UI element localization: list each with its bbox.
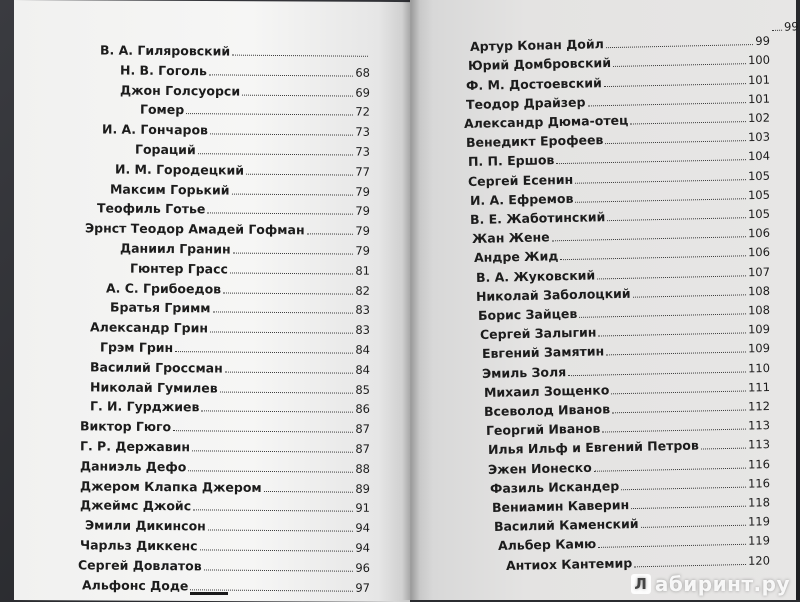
toc-page-number: 119 xyxy=(748,514,770,528)
toc-author-name: Виктор Гюго xyxy=(80,419,171,435)
toc-page-number: 73 xyxy=(355,145,370,159)
toc-author-name: Александр Грин xyxy=(90,320,208,336)
toc-leader-dots xyxy=(556,160,746,165)
toc-leader-dots xyxy=(209,74,353,76)
toc-author-name: Максим Горький xyxy=(110,181,230,197)
toc-entry xyxy=(80,419,370,437)
toc-entry xyxy=(492,494,770,515)
toc-leader-dots xyxy=(701,448,746,450)
toc-author-name: Джером Клапка Джером xyxy=(80,478,262,495)
watermark-text: абиринт.ру xyxy=(655,572,790,596)
toc-leader-dots xyxy=(641,525,746,528)
toc-page-number: 82 xyxy=(355,283,370,297)
toc-leader-dots xyxy=(604,83,746,87)
toc-entry xyxy=(85,221,370,238)
toc-author-name: Николай Гумилев xyxy=(90,379,218,395)
toc-author-name: Г. Р. Державин xyxy=(80,438,190,454)
toc-entry xyxy=(85,518,370,535)
toc-entry xyxy=(78,557,370,575)
toc-author-name: Илья Ильф и Евгений Петров xyxy=(488,438,699,457)
toc-page-number: 87 xyxy=(355,442,370,456)
toc-author-name: И. М. Городецкий xyxy=(115,161,244,177)
toc-page-number: 100 xyxy=(748,53,770,67)
toc-page-number: 101 xyxy=(748,91,770,105)
toc-page-number: 113 xyxy=(748,437,770,451)
toc-leader-dots xyxy=(630,121,746,124)
toc-leader-dots xyxy=(631,506,746,509)
toc-leader-dots xyxy=(597,275,746,279)
toc-leader-dots xyxy=(213,312,354,314)
toc-entry xyxy=(120,82,370,99)
toc-page-number: 83 xyxy=(355,303,370,317)
toc-entry xyxy=(464,110,770,131)
toc-page-number: 118 xyxy=(748,495,770,509)
toc-page-number: 120 xyxy=(748,553,770,567)
toc-author-name: Евгений Замятин xyxy=(482,344,604,362)
toc-leader-dots xyxy=(307,233,354,234)
toc-page-number: 110 xyxy=(748,361,770,375)
toc-page-number: 94 xyxy=(355,541,370,555)
page-edge-mark xyxy=(190,592,228,595)
toc-leader-dots xyxy=(246,173,353,175)
toc-page-number: 87 xyxy=(355,422,370,436)
toc-page-number: 73 xyxy=(355,125,370,139)
toc-entry xyxy=(484,398,770,419)
labirint-watermark xyxy=(631,572,790,596)
toc-page-number: 79 xyxy=(355,184,370,198)
toc-leader-dots xyxy=(233,253,354,255)
toc-author-name: В. А. Гиляровский xyxy=(100,42,230,58)
toc-author-name: Венедикт Ерофеев xyxy=(466,132,604,150)
toc-page-number: 108 xyxy=(748,303,770,317)
toc-page-number: 84 xyxy=(355,363,370,377)
toc-entry xyxy=(498,533,770,554)
toc-leader-dots xyxy=(772,30,782,31)
toc-page-number: 103 xyxy=(748,130,770,144)
toc-leader-dots xyxy=(575,179,746,184)
toc-page-number: 116 xyxy=(748,476,770,490)
toc-page-number: 119 xyxy=(748,534,770,548)
toc-leader-dots xyxy=(594,467,746,471)
toc-author-name: Гораций xyxy=(135,142,196,158)
toc-author-name: Г. И. Гурджиев xyxy=(90,399,199,415)
toc-leader-dots xyxy=(210,134,353,136)
toc-leader-dots xyxy=(606,44,754,48)
toc-entry xyxy=(470,33,770,54)
toc-leader-dots xyxy=(602,429,746,433)
left-page xyxy=(14,0,410,602)
toc-author-name: Артур Конан Дойл xyxy=(470,36,604,54)
toc-leader-dots xyxy=(207,213,353,215)
toc-author-name: Эжен Ионеско xyxy=(488,459,592,476)
toc-leader-dots xyxy=(192,450,353,452)
toc-leader-dots xyxy=(232,55,368,57)
toc-author-name: Сергей Есенин xyxy=(468,171,573,188)
toc-page-number: 99 xyxy=(755,34,770,48)
toc-leader-dots xyxy=(231,193,353,195)
toc-leader-dots xyxy=(607,217,746,221)
toc-author-name: Фазиль Искандер xyxy=(490,478,620,496)
toc-author-name: Юрий Домбровский xyxy=(468,55,611,73)
toc-leader-dots xyxy=(575,198,746,203)
toc-leader-dots xyxy=(188,470,353,472)
toc-entry xyxy=(80,458,370,476)
toc-leader-dots xyxy=(568,371,746,376)
toc-leader-dots xyxy=(611,390,746,394)
toc-author-name: Андре Жид xyxy=(474,249,559,266)
toc-leader-dots xyxy=(200,549,354,551)
toc-author-name: Эмили Дикинсон xyxy=(85,518,206,534)
toc-leader-dots xyxy=(605,140,746,144)
toc-author-name: Ф. М. Достоевский xyxy=(466,75,602,93)
toc-entry xyxy=(476,283,770,304)
toc-author-name: Эрнст Теодор Амадей Гофман xyxy=(85,221,305,238)
toc-entry xyxy=(484,379,770,400)
toc-page-number: 113 xyxy=(748,418,770,432)
toc-author-name: Братья Гримм xyxy=(110,300,211,316)
toc-author-name: Джеймс Джойс xyxy=(80,498,191,514)
toc-page-number: 111 xyxy=(748,380,770,394)
toc-page-number: 85 xyxy=(355,382,370,396)
toc-entry xyxy=(120,241,370,258)
toc-leader-dots xyxy=(208,530,354,532)
toc-page-number: 96 xyxy=(355,561,370,575)
toc-leader-dots xyxy=(560,256,746,261)
toc-page-number: 102 xyxy=(748,111,770,125)
toc-entry xyxy=(472,225,770,246)
toc-leader-dots xyxy=(579,313,746,317)
toc-entry xyxy=(110,300,370,317)
toc-author-name: Борис Зайцев xyxy=(478,306,578,323)
toc-page-number: 81 xyxy=(355,263,370,277)
toc-page-number: 105 xyxy=(748,207,770,221)
toc-page-number: 91 xyxy=(355,501,370,515)
toc-author-name: И. А. Ефремов xyxy=(470,191,574,208)
toc-author-name: Даниэль Дефо xyxy=(80,458,186,474)
toc-author-name: Михаил Зощенко xyxy=(484,382,610,400)
toc-leader-dots xyxy=(264,491,354,493)
toc-entry xyxy=(90,379,370,396)
toc-leader-dots xyxy=(606,352,746,356)
toc-entry xyxy=(482,340,770,361)
toc-entry xyxy=(466,129,770,150)
toc-page-number: 105 xyxy=(748,188,770,202)
toc-leader-dots xyxy=(230,272,353,274)
toc-leader-dots xyxy=(613,64,746,68)
toc-entry xyxy=(474,244,770,265)
toc-entry xyxy=(468,52,770,73)
toc-entry xyxy=(80,438,370,456)
toc-author-name: Василий Каменский xyxy=(494,516,639,534)
toc-author-name: Василий Гроссман xyxy=(90,359,223,375)
toc-leader-dots xyxy=(220,391,354,393)
toc-leader-dots xyxy=(225,371,354,373)
toc-author-name: Антиох Кантемир xyxy=(506,555,633,573)
toc-author-name: Всеволод Иванов xyxy=(484,401,610,419)
toc-entry xyxy=(80,498,370,516)
toc-leader-dots xyxy=(552,236,746,241)
toc-author-name: Сергей Довлатов xyxy=(78,557,202,573)
toc-author-name: Чарльз Диккенс xyxy=(80,537,198,553)
toc-entry xyxy=(470,206,770,227)
toc-entry xyxy=(468,167,770,188)
toc-page-number: 72 xyxy=(355,105,370,119)
toc-page-number: 86 xyxy=(355,402,370,416)
toc-entry xyxy=(486,417,770,438)
toc-author-name: Жан Жене xyxy=(472,230,550,247)
toc-author-name: Альфонс Доде xyxy=(82,577,188,593)
toc-leader-dots xyxy=(175,351,353,354)
toc-entry xyxy=(80,537,370,555)
toc-entry xyxy=(466,71,770,92)
toc-entry xyxy=(494,513,770,534)
toc-page-number: 109 xyxy=(748,341,770,355)
toc-leader-dots xyxy=(598,544,746,548)
toc-leader-dots xyxy=(223,292,353,294)
toc-author-name: А. С. Грибоедов xyxy=(106,280,221,296)
toc-author-name: Георгий Иванов xyxy=(486,421,601,438)
toc-entry xyxy=(100,339,370,356)
toc-author-name: Вениамин Каверин xyxy=(492,497,629,515)
toc-leader-dots xyxy=(598,333,746,337)
toc-entry xyxy=(490,475,770,496)
toc-leader-dots xyxy=(193,510,353,512)
toc-entry xyxy=(90,399,370,416)
toc-leader-dots xyxy=(633,294,746,297)
toc-entry xyxy=(102,122,370,139)
toc-author-name: Теофиль Готье xyxy=(97,201,205,217)
right-page xyxy=(410,0,796,600)
toc-entry xyxy=(106,280,370,297)
toc-page-number: 106 xyxy=(748,226,770,240)
toc-author-name: Николай Заболоцкий xyxy=(476,286,631,304)
toc-page-number: 68 xyxy=(355,65,370,79)
toc-leader-dots xyxy=(634,564,746,567)
toc-entry xyxy=(90,320,370,337)
toc-leader-dots xyxy=(621,486,746,490)
toc-leader-dots xyxy=(201,411,353,413)
toc-leader-dots xyxy=(204,569,354,571)
toc-entry xyxy=(130,260,370,277)
toc-page-number: 69 xyxy=(355,85,370,99)
toc-page-number: 77 xyxy=(355,164,370,178)
toc-entry xyxy=(488,456,770,477)
toc-leader-dots xyxy=(242,94,353,96)
toc-author-name: Н. В. Гоголь xyxy=(120,62,207,78)
toc-author-name: Теодор Драйзер xyxy=(466,94,586,112)
toc-entry xyxy=(135,142,370,159)
toc-author-name: Джон Голсуорси xyxy=(120,82,240,98)
toc-author-name: Эмиль Золя xyxy=(482,364,567,381)
toc-leader-dots xyxy=(612,410,746,414)
toc-entry xyxy=(115,161,370,178)
toc-page-number: 97 xyxy=(355,580,370,594)
toc-entry xyxy=(468,148,770,169)
watermark-badge: Л xyxy=(631,574,651,594)
toc-author-name: Гюнтер Грасс xyxy=(130,260,228,276)
toc-author-name: Гомер xyxy=(140,102,184,117)
toc-entry xyxy=(476,263,770,284)
toc-author-name: П. П. Ершов xyxy=(468,153,555,170)
toc-author-name: В. Е. Жаботинский xyxy=(470,209,606,227)
open-book xyxy=(14,0,796,600)
toc-leader-dots xyxy=(173,430,353,433)
toc-page-number: 107 xyxy=(748,264,770,278)
toc-page-number: 112 xyxy=(748,399,770,413)
toc-leader-dots xyxy=(210,332,353,334)
toc-page-number: 108 xyxy=(748,284,770,298)
toc-page-number: 106 xyxy=(748,245,770,259)
toc-page-number: 94 xyxy=(355,521,370,535)
toc-leader-dots xyxy=(198,153,354,155)
toc-author-name: Альбер Камю xyxy=(498,536,597,553)
toc-leader-dots xyxy=(190,589,353,591)
toc-author-name: Александр Дюма-отец xyxy=(464,113,629,131)
toc-author-name: Даниил Гранин xyxy=(120,241,231,257)
toc-author-name: Сергей Залыгин xyxy=(480,325,597,342)
toc-entry xyxy=(466,90,770,111)
toc-entry xyxy=(488,436,770,457)
toc-page-number: 105 xyxy=(748,168,770,182)
toc-author-name: В. А. Жуковский xyxy=(476,267,596,284)
toc-page-number: 116 xyxy=(748,457,770,471)
toc-page-number: 84 xyxy=(355,343,370,357)
toc-entry xyxy=(482,360,770,381)
toc-page-number: 99 xyxy=(784,19,799,33)
toc-leader-dots xyxy=(186,113,353,115)
toc-page-number: 83 xyxy=(355,323,370,337)
toc-entry xyxy=(90,359,370,376)
toc-entry xyxy=(80,478,370,496)
toc-entry xyxy=(470,187,770,208)
toc-page-number: 79 xyxy=(355,244,370,258)
toc-page-number: 89 xyxy=(355,481,370,495)
toc-author-name: И. А. Гончаров xyxy=(102,122,208,138)
toc-page-number: 104 xyxy=(748,149,770,163)
toc-page-number: 79 xyxy=(355,224,370,238)
toc-entry xyxy=(480,321,770,342)
toc-page-number: 79 xyxy=(355,204,370,218)
toc-page-number: 109 xyxy=(748,322,770,336)
toc-entry xyxy=(100,42,370,59)
toc-entry xyxy=(120,62,370,79)
toc-leader-dots xyxy=(588,102,746,106)
toc-author-name: Грэм Грин xyxy=(100,339,173,355)
toc-entry xyxy=(140,102,370,119)
toc-entry xyxy=(478,302,770,323)
toc-page-number: 101 xyxy=(748,72,770,86)
toc-entry xyxy=(110,181,370,198)
toc-entry xyxy=(97,201,370,218)
toc-entry xyxy=(506,552,770,573)
toc-page-number: 88 xyxy=(355,462,370,476)
